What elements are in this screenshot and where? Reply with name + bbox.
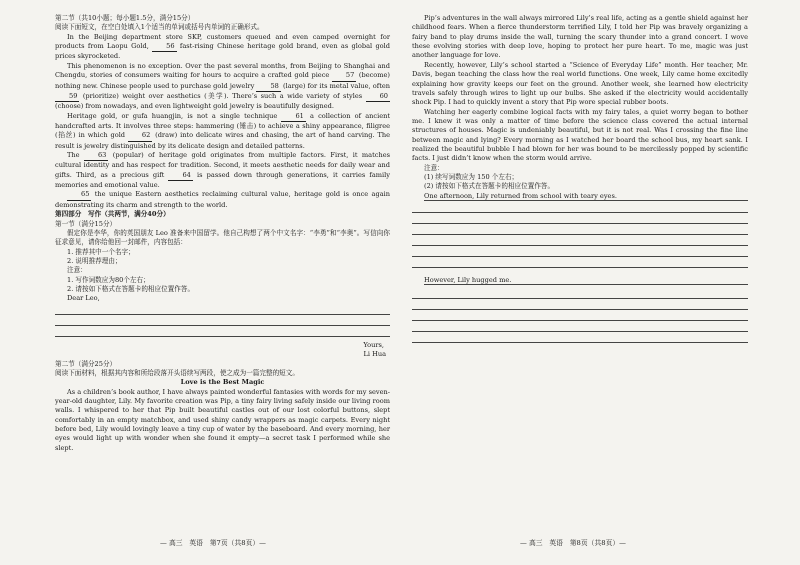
page-footer-left: — 高三 英语 第7页（共8页）— bbox=[160, 539, 266, 547]
answer-line[interactable] bbox=[412, 202, 748, 213]
blank-59[interactable]: 59 bbox=[55, 92, 79, 102]
blank-63[interactable]: 63 bbox=[84, 151, 108, 161]
story-title: Love is the Best Magic bbox=[180, 378, 265, 387]
story-paragraph-2: Pip’s adventures in the wall always mirrored Lily’s real life, acting as a gentle shield against her childhood fears. When a fierce thunderstorm terrified Lily, I told her Pip was bravely organizing a fairy band to play drums inside the wall, turning the scary thunder into a grand concert. I wove these evolving stories with deep love, hoping to protect her pure heart. To me, magic was just another language for love. bbox=[412, 14, 748, 60]
answer-line[interactable] bbox=[55, 315, 390, 326]
page-footer-right: — 高三 英语 第8页（共8页）— bbox=[520, 539, 626, 547]
answer-line[interactable] bbox=[412, 310, 748, 321]
story-paragraph-4: Watching her eagerly combine logical facts with my fairy tales, a quiet worry began to bother me. I knew it was only a matter of time before the science class covered the actual internal structures of houses. Magic is undeniably beautiful, but it is not real. Was I crossing the fine line between magic and lying? Every morning as I watched her board the school bus, my heart sank. I realized the beautiful bubble I had blown for her was bound to be mercilessly popped by scientific facts. I just didn’t know when the storm would arrive. bbox=[412, 107, 748, 163]
right-column bbox=[412, 14, 748, 343]
section2-header: 第二节（共10小题；每小题1.5分，满分15分） bbox=[55, 14, 195, 22]
passage-paragraph-5: 65 the unique Eastern aesthetics reclaiming cultural value, heritage gold is once again demonstrating its charm and strength to the world. bbox=[55, 190, 390, 209]
continuation-note-2: (2) 请按如下格式在答题卡的相应位置作答。 bbox=[424, 182, 555, 191]
story-paragraph-1: As a children’s book author, I have always painted wonderful fantasies with words for my seven-year-old daughter, Lily. My favorite creation was Pip, a tiny fairy living safely inside our living room walls. I whispered to her that Pip built beautiful castles out of our lost colorful buttons, slept comfortably in an empty matchbox, and used shiny candy wrappers as magic carpets. Every night before bed, Lily would lovingly leave a tiny cup of water by the baseboard. And every morning, her eyes would light up with wonder when she found it empty—a secret task I performed while she slept. bbox=[55, 387, 390, 452]
blank-56[interactable]: 56 bbox=[152, 42, 176, 52]
letter-closing: Yours, bbox=[363, 340, 384, 349]
answer-line[interactable] bbox=[412, 299, 748, 310]
blank-58[interactable]: 58 bbox=[256, 82, 280, 92]
answer-line[interactable] bbox=[55, 304, 390, 315]
answer-line[interactable] bbox=[412, 235, 748, 246]
continuation-note-1: (1) 续写词数应为 150 个左右； bbox=[424, 173, 519, 182]
part4-header: 第四部分 写作（共两节，满分40分） bbox=[55, 210, 170, 219]
blank-57[interactable]: 57 bbox=[332, 71, 356, 81]
answer-line[interactable] bbox=[412, 246, 748, 257]
continuation-note: 注意： bbox=[424, 163, 444, 172]
blank-65[interactable]: 65 bbox=[67, 190, 91, 200]
section2-instructions: 阅读下面短文，在空白处填入1个适当的单词或括号内单词的正确形式。 bbox=[55, 23, 264, 32]
writing2-instructions: 阅读下面材料，根据其内容和所给段落开头语续写两段，使之成为一篇完整的短文。 bbox=[55, 368, 299, 377]
blank-61[interactable]: 61 bbox=[281, 112, 305, 122]
writing1-note-1: 1. 写作词数应为80个左右； bbox=[67, 275, 150, 284]
writing1-note-2: 2. 请按如下格式在答题卡的相应位置作答。 bbox=[67, 285, 195, 294]
answer-line[interactable] bbox=[412, 257, 748, 268]
writing1-item-1: 1. 推荐其中一个名字； bbox=[67, 247, 135, 256]
paragraph-opener-1: One afternoon, Lily returned from school with teary eyes. bbox=[424, 191, 617, 200]
left-column bbox=[55, 14, 390, 453]
passage-paragraph-4: The 63 (popular) of heritage gold originates from multiple factors. First, it matches cultural identity and has respect for tradition. Second, it meets aesthetic needs for daily wear and gifts. Third, as a precious gift 64 is passed down through generations, it carries family memories and emotional value. bbox=[55, 151, 390, 190]
answer-line[interactable] bbox=[412, 288, 748, 299]
passage-paragraph-2: This phenomenon is no exception. Over the past several months, from Beijing to Shanghai and Chengdu, stories of consumers waiting for hours to acquire a crafted gold piece 57 (become) nothing new. Chinese people used to purchase gold jewelry 58 (large) for its metal value, often 59 (prioritize) weight over aesthetics (美学). There’s such a wide variety of styles 60 (choose) from nowadays, and even lightweight gold jewelry is beautifully designed. bbox=[55, 61, 391, 111]
writing1-prompt: 假定你是李华，你的英国朋友 Leo 准备来中国留学。他自己构想了两个中文名字：“李勇”和“李奥”。写信向你征求意见，请你给他回一封邮件，内容包括： bbox=[55, 228, 390, 247]
letter-salutation: Dear Leo, bbox=[67, 294, 100, 303]
writing1-header: 第一节（满分15分） bbox=[55, 219, 117, 228]
blank-60[interactable]: 60 bbox=[366, 92, 390, 102]
letter-signature: Li Hua bbox=[363, 350, 386, 359]
blank-64[interactable]: 64 bbox=[168, 171, 192, 181]
blank-62[interactable]: 62 bbox=[128, 131, 152, 141]
writing2-header: 第二节（满分25分） bbox=[55, 359, 117, 368]
paragraph-opener-1-row bbox=[412, 192, 748, 202]
answer-line[interactable] bbox=[412, 332, 748, 343]
answer-line[interactable] bbox=[55, 326, 390, 337]
story-paragraph-3: Recently, however, Lily’s school started a “Science of Everyday Life” month. Her teacher, Mr. Davis, began teaching the class how the real world functions. One week, Lily came home excitedly explaining how gravity keeps our feet on the ground. Another week, she learned how electricity travels safely through wires to light up our bulbs. She asked if the electricity would accidentally shock Pip. I had to quickly invent a story that Pip wore special rubber boots. bbox=[412, 60, 748, 107]
paragraph-opener-2-row bbox=[412, 276, 748, 288]
answer-line[interactable] bbox=[412, 224, 748, 235]
answer-line[interactable] bbox=[412, 321, 748, 332]
paragraph-opener-2: However, Lily hugged me. bbox=[424, 275, 512, 284]
passage-paragraph-3: Heritage gold, or gufa huangjin, is not a single technique 61 a collection of ancient handcrafted arts. It involves three steps: hammering (锤击) to achieve a shiny appearance, filigree (掐丝) in which gold 62 (draw) into delicate wires and chasing, the art of hand carving. The result is jewelry distinguished by its delicate design and detailed patterns. bbox=[55, 111, 391, 150]
writing1-note: 注意： bbox=[67, 266, 87, 275]
passage-paragraph-1: In the Beijing department store SKP, customers queued and even camped overnight for products from Laopu Gold, 56 fast-rising Chinese heritage gold brand, even as global gold prices skyrocketed. bbox=[55, 32, 390, 61]
answer-line[interactable] bbox=[412, 213, 748, 224]
writing1-item-2: 2. 说明推荐理由； bbox=[67, 256, 122, 265]
